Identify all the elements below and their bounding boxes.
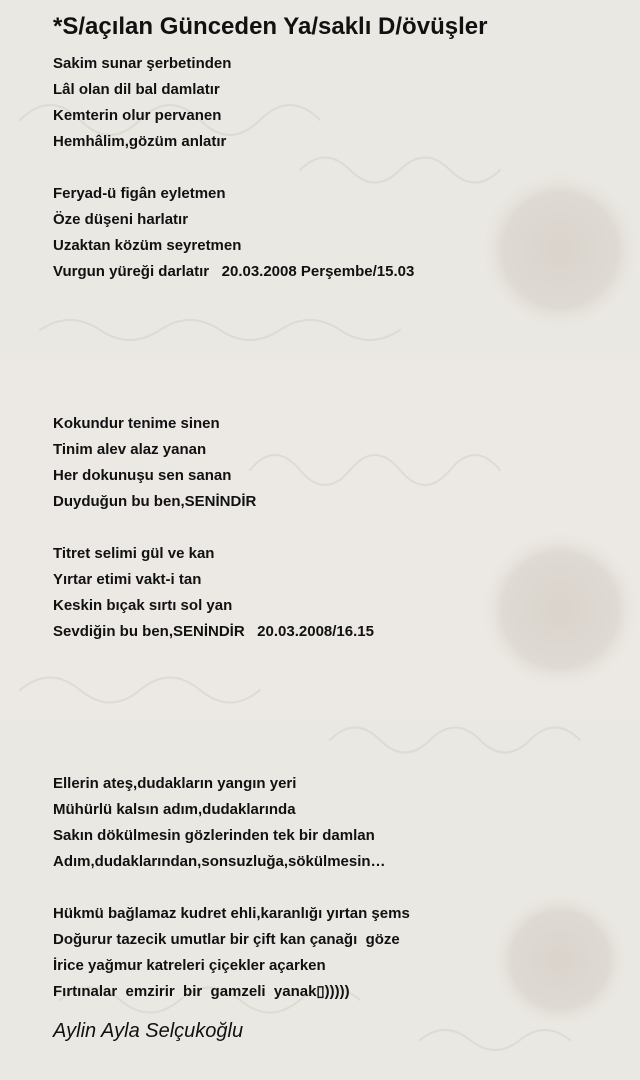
poem-line: Her dokunuşu sen sanan (53, 467, 232, 484)
poem-line: Uzaktan közüm seyretmen (53, 237, 242, 254)
poem-line: İrice yağmur katreleri çiçekler açarken (53, 957, 326, 974)
poem-line: Tinim alev alaz yanan (53, 441, 207, 458)
poem-line: Hemhâlim,gözüm anlatır (53, 133, 227, 150)
poem-line: Kokundur tenime sinen (53, 415, 220, 432)
poem-line: Adım,dudaklarından,sonsuzluğa,sökülmesin… (53, 853, 386, 870)
poem-line: Lâl olan dil bal damlatır (53, 81, 220, 98)
poem-line: Ellerin ateş,dudakların yangın yeri (53, 775, 297, 792)
poem-line: Mühürlü kalsın adım,dudaklarında (53, 801, 296, 818)
stanza-2 (53, 181, 414, 285)
poem-line: Duyduğun bu ben,SENİNDİR (53, 493, 257, 510)
poem-line: Titret selimi gül ve kan (53, 545, 215, 562)
poem-line: Sevdiğin bu ben,SENİNDİR 20.03.2008/16.15 (53, 623, 374, 640)
stanza-4 (53, 541, 374, 645)
poem-line: Vurgun yüreği darlatır 20.03.2008 Perşembe/15.03 (53, 263, 415, 280)
poem-line: Öze düşeni harlatır (53, 211, 189, 228)
stanza-3 (53, 411, 256, 515)
author-name: Aylin Ayla Selçukoğlu (53, 1020, 244, 1042)
poem-title: *S/açılan Günceden Ya/saklı D/övüşler (53, 13, 488, 40)
stanza-6 (53, 901, 410, 1005)
poem-line: Yırtar etimi vakt-i tan (53, 571, 202, 588)
poem-line: Sakın dökülmesin gözlerinden tek bir damlan (53, 827, 375, 844)
poem-line: Fırtınalar emzirir bir gamzeli yanak▯))))) (53, 983, 350, 1000)
poem-line: Kemterin olur pervanen (53, 107, 222, 124)
poem-line: Hükmü bağlamaz kudret ehli,karanlığı yırtan şems (53, 905, 410, 922)
stanza-1 (53, 51, 231, 155)
poem-line: Sakim sunar şerbetinden (53, 55, 232, 72)
poem-line: Feryad-ü figân eyletmen (53, 185, 226, 202)
poem-line: Doğurur tazecik umutlar bir çift kan çanağı göze (53, 931, 400, 948)
stanza-5 (53, 771, 386, 875)
poem-line: Keskin bıçak sırtı sol yan (53, 597, 233, 614)
